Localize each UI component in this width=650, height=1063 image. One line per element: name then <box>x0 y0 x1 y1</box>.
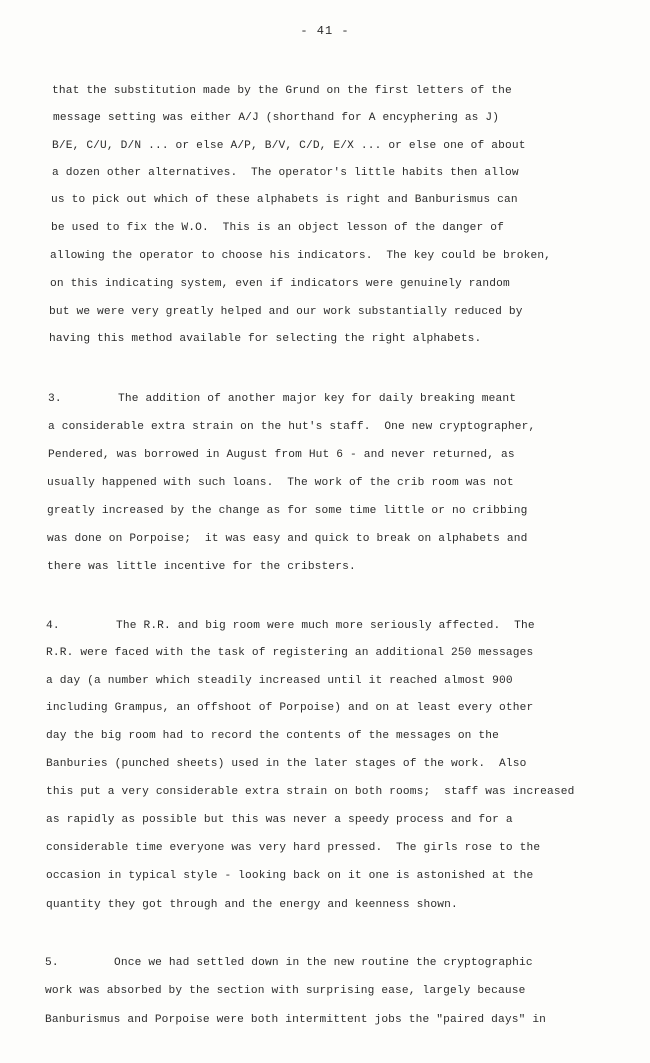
text-line: be used to fix the W.O. This is an object lesson of the danger of <box>51 222 504 234</box>
text-line: B/E, C/U, D/N ... or else A/P, B/V, C/D, E/X ... or else one of about <box>52 140 526 152</box>
text-line: day the big room had to record the contents of the messages on the <box>46 730 499 742</box>
text-line: there was little incentive for the cribsters. <box>47 561 356 573</box>
text-line: work was absorbed by the section with surprising ease, largely because <box>45 985 526 997</box>
text-line: as rapidly as possible but this was never a speedy process and for a <box>46 814 513 826</box>
text-line: quantity they got through and the energy and keenness shown. <box>46 899 458 911</box>
text-line: Banburismus and Porpoise were both intermittent jobs the "paired days" in <box>45 1014 547 1026</box>
text-line: considerable time everyone was very hard pressed. The girls rose to the <box>46 842 541 854</box>
text-line: a considerable extra strain on the hut's staff. One new cryptographer, <box>48 421 536 433</box>
text-line: allowing the operator to choose his indicators. The key could be broken, <box>50 250 552 262</box>
text-line: The addition of another major key for daily breaking meant <box>118 393 517 405</box>
text-line: Pendered, was borrowed in August from Hut 6 - and never returned, as <box>48 449 515 461</box>
text-line: The R.R. and big room were much more seriously affected. The <box>116 620 535 632</box>
text-line: message setting was either A/J (shorthand for A encyphering as J) <box>53 112 500 124</box>
text-line: including Grampus, an offshoot of Porpoise) and on at least every other <box>46 702 534 714</box>
page-number: - 41 - <box>300 24 350 38</box>
text-line: but we were very greatly helped and our work substantially reduced by <box>49 306 523 318</box>
text-line: a dozen other alternatives. The operator's little habits then allow <box>52 167 519 179</box>
text-line: a day (a number which steadily increased until it reached almost 900 <box>46 675 513 687</box>
text-line: having this method available for selecting the right alphabets. <box>49 333 482 345</box>
text-line: that the substitution made by the Grund on the first letters of the <box>52 85 512 97</box>
text-line: occasion in typical style - looking back on it one is astonished at the <box>46 870 534 882</box>
text-line: on this indicating system, even if indicators were genuinely random <box>50 278 510 290</box>
text-line: Once we had settled down in the new routine the cryptographic <box>114 957 533 969</box>
text-line: this put a very considerable extra strain on both rooms; staff was increased <box>46 786 575 798</box>
text-line: usually happened with such loans. The work of the crib room was not <box>47 477 514 489</box>
paragraph-number: 5. <box>45 957 59 969</box>
paragraph-number: 3. <box>48 393 62 405</box>
text-line: greatly increased by the change as for some time little or no cribbing <box>47 505 528 517</box>
paragraph-number: 4. <box>46 620 60 632</box>
text-line: R.R. were faced with the task of registering an additional 250 messages <box>46 647 534 659</box>
text-line: was done on Porpoise; it was easy and quick to break on alphabets and <box>47 533 528 545</box>
text-line: Banburies (punched sheets) used in the later stages of the work. Also <box>46 758 527 770</box>
text-line: us to pick out which of these alphabets is right and Banburismus can <box>51 194 518 206</box>
